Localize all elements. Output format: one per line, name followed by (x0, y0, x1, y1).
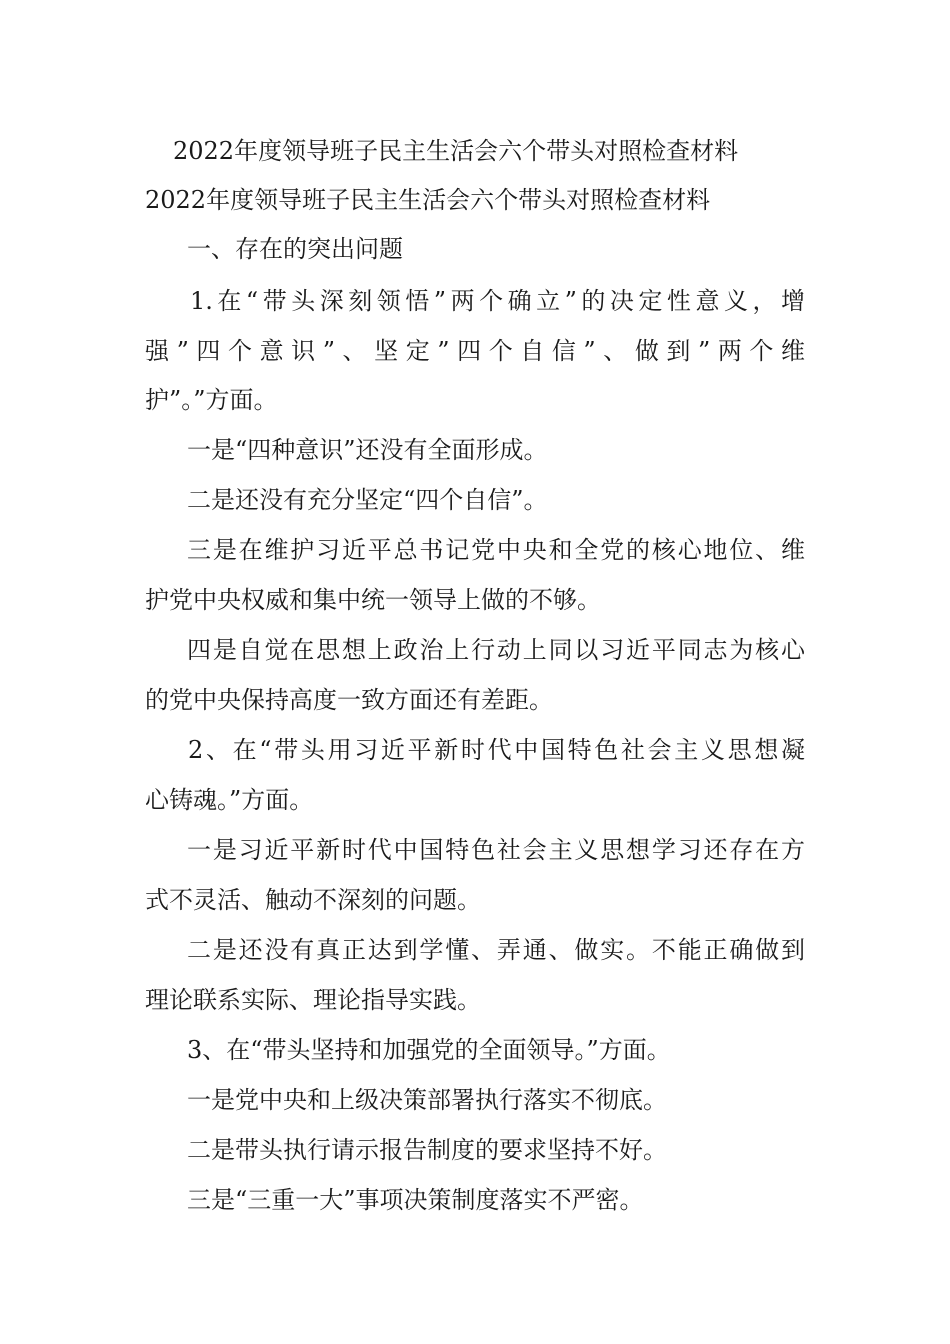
item2-point1-line2: 式不灵活、触动不深刻的问题。 (145, 886, 481, 914)
item1-line3: 护”。”方面。 (145, 386, 278, 414)
item1-point4-line2: 的党中央保持高度一致方面还有差距。 (145, 686, 553, 714)
document-title-repeat: 2022年度领导班子民主生活会六个带头对照检查材料 (145, 186, 711, 214)
item2-line2: 心铸魂。”方面。 (145, 786, 314, 814)
item3-point3: 三是“三重一大”事项决策制度落实不严密。 (187, 1186, 644, 1214)
item1-point3-line2: 护党中央权威和集中统一领导上做的不够。 (145, 586, 601, 614)
item2-point2-line2: 理论联系实际、理论指导实践。 (145, 986, 481, 1014)
item2-point1-line1: 一是习近平新时代中国特色社会主义思想学习还存在方 (187, 836, 805, 864)
item2-line1: 2、在“带头用习近平新时代中国特色社会主义思想凝 (188, 736, 805, 764)
section-heading: 一、存在的突出问题 (187, 235, 403, 263)
item3-point2: 二是带头执行请示报告制度的要求坚持不好。 (187, 1136, 667, 1164)
item1-line1: 1.在“带头深刻领悟”两个确立”的决定性意义，增 (190, 287, 805, 315)
item1-point1: 一是“四种意识”还没有全面形成。 (187, 436, 548, 464)
item3-point1: 一是党中央和上级决策部署执行落实不彻底。 (187, 1086, 667, 1114)
item1-point4-line1: 四是自觉在思想上政治上行动上同以习近平同志为核心 (187, 636, 805, 664)
item1-line2: 强”四个意识”、坚定”四个自信”、做到”两个维 (145, 337, 805, 365)
item1-point2: 二是还没有充分坚定“四个自信”。 (187, 486, 548, 514)
item1-point3-line1: 三是在维护习近平总书记党中央和全党的核心地位、维 (187, 536, 805, 564)
item2-point2-line1: 二是还没有真正达到学懂、弄通、做实。不能正确做到 (187, 936, 805, 964)
item3-line1: 3、在“带头坚持和加强党的全面领导。”方面。 (187, 1036, 671, 1064)
document-title: 2022年度领导班子民主生活会六个带头对照检查材料 (173, 137, 739, 165)
